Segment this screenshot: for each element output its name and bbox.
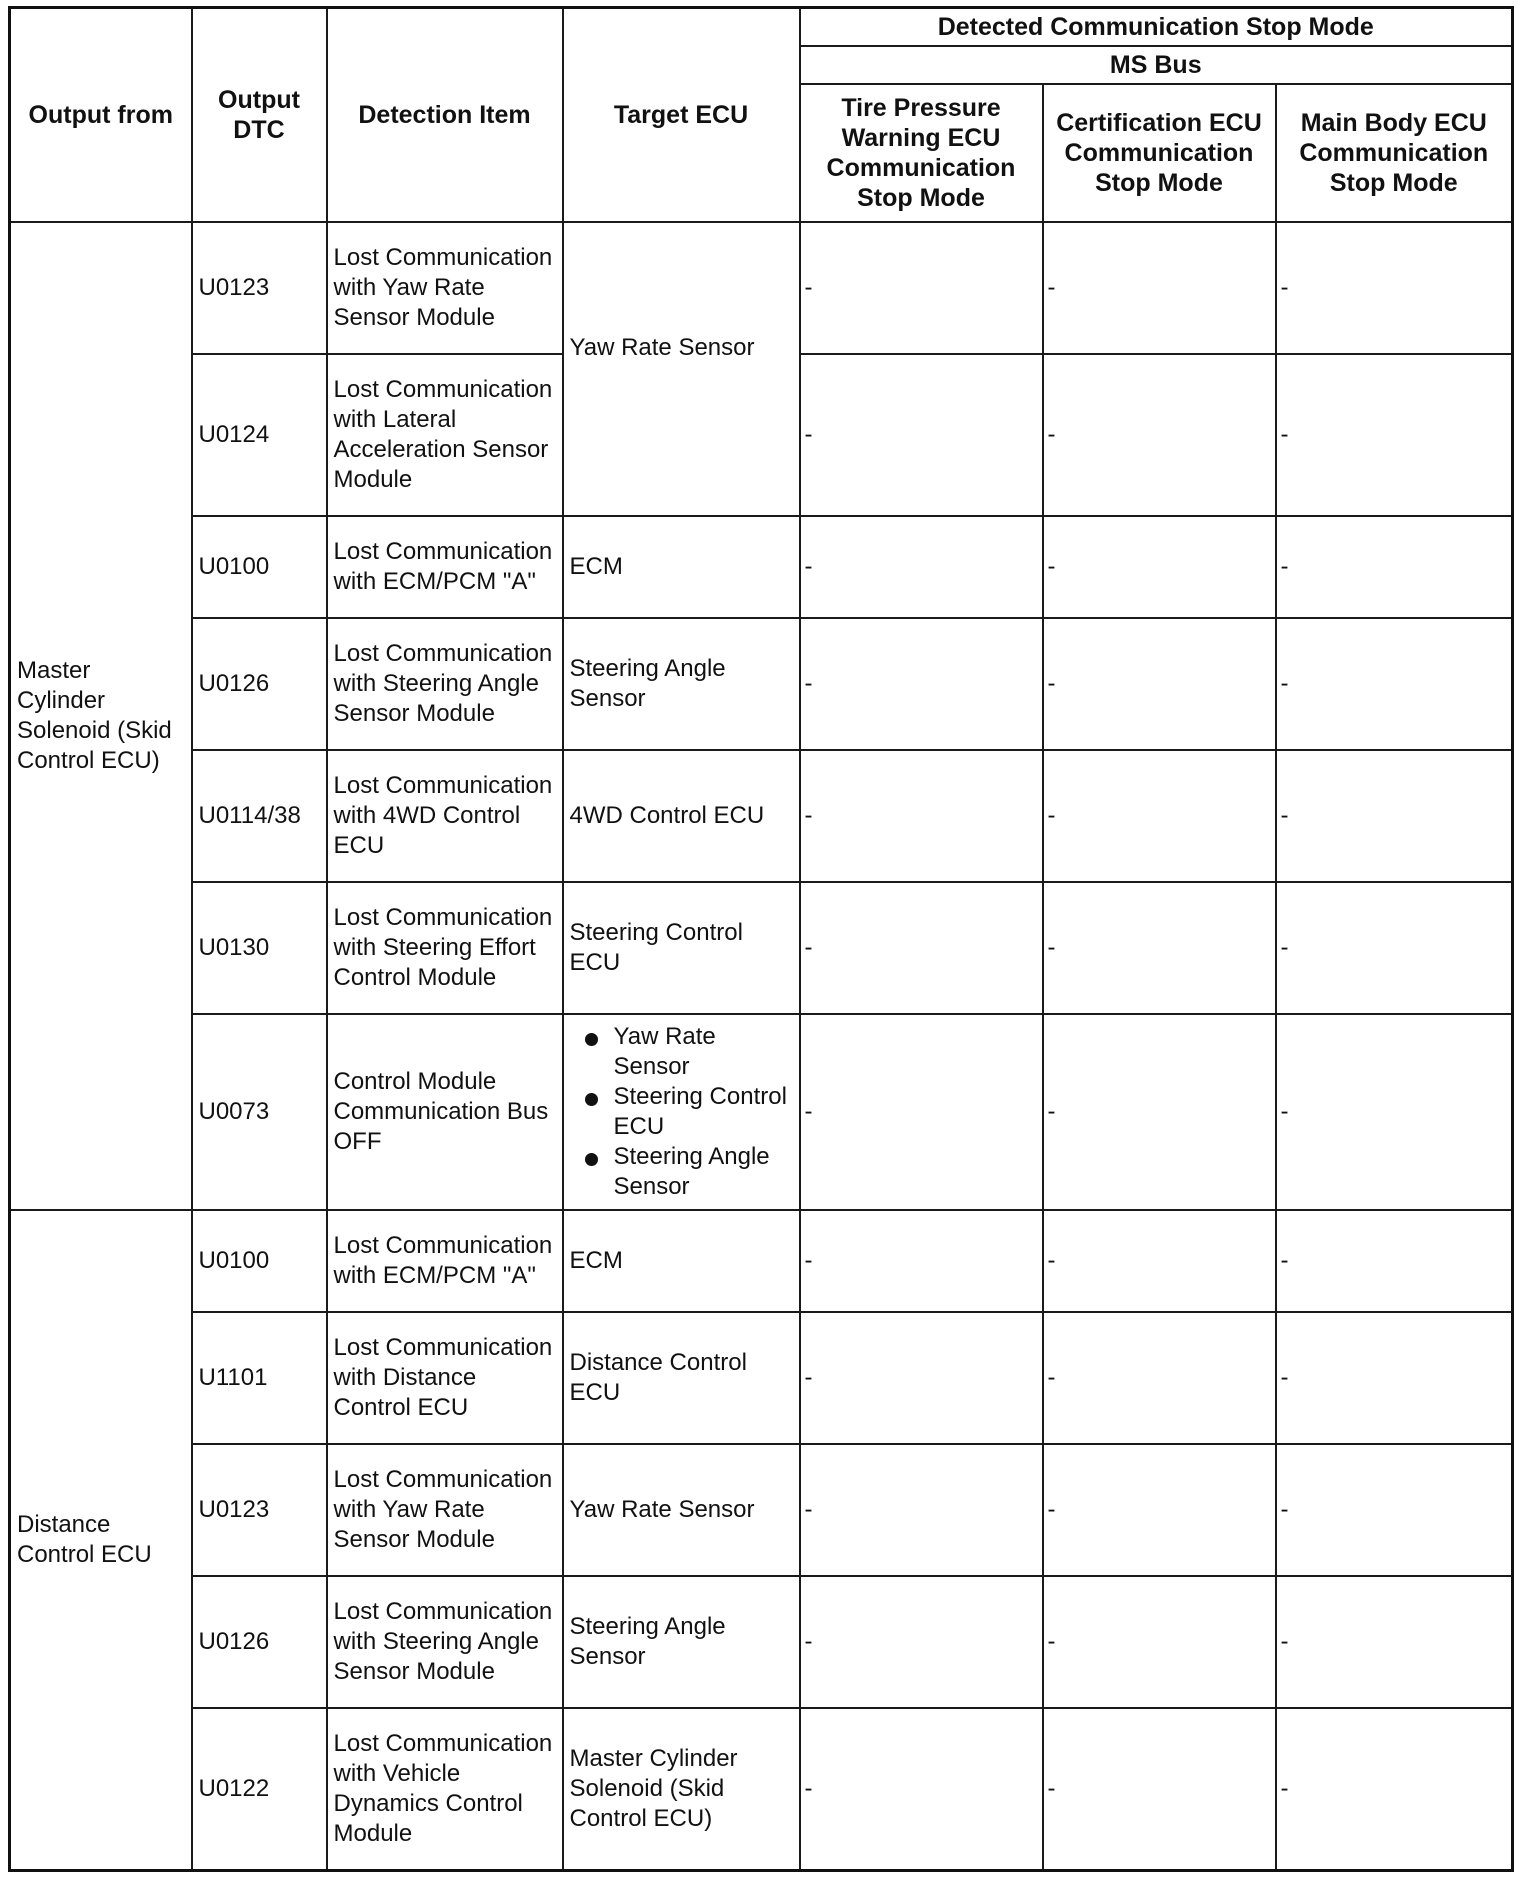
main-body-cell: -: [1276, 222, 1513, 354]
table-row: [10, 516, 1513, 618]
certification-cell: -: [1043, 618, 1276, 750]
tire-pressure-cell: -: [800, 222, 1043, 354]
header-ms-bus: MS Bus: [800, 46, 1513, 84]
list-item-label: Steering Angle Sensor: [613, 1143, 770, 1200]
tire-pressure-cell: -: [800, 750, 1043, 882]
bullet-icon: [585, 1033, 598, 1046]
dtc-cell: U0122: [192, 1708, 327, 1870]
detection-item-cell: Lost Communication with 4WD Control ECU: [327, 750, 563, 882]
list-item-label: Yaw Rate Sensor: [613, 1023, 716, 1080]
certification-cell: -: [1043, 354, 1276, 516]
bullet-icon: [585, 1153, 598, 1166]
detection-item-cell: Lost Communication with Vehicle Dynamics Control Module: [327, 1708, 563, 1870]
main-body-cell: -: [1276, 1014, 1513, 1210]
table-row: [10, 1210, 1513, 1312]
bullet-icon: [585, 1093, 598, 1106]
output-from-cell: Distance Control ECU: [10, 1210, 192, 1870]
target-ecu-list: [570, 1022, 793, 1202]
tire-pressure-cell: -: [800, 1014, 1043, 1210]
detection-item-cell: Lost Communication with Yaw Rate Sensor Module: [327, 222, 563, 354]
detection-item-cell: Lost Communication with Distance Control ECU: [327, 1312, 563, 1444]
tire-pressure-cell: -: [800, 1210, 1043, 1312]
main-body-cell: -: [1276, 750, 1513, 882]
table-row: [10, 1444, 1513, 1576]
tire-pressure-cell: -: [800, 1312, 1043, 1444]
certification-cell: -: [1043, 750, 1276, 882]
target-ecu-cell: Yaw Rate Sensor: [563, 1444, 800, 1576]
tire-pressure-cell: -: [800, 1576, 1043, 1708]
tire-pressure-cell: -: [800, 882, 1043, 1014]
detection-item-cell: Lost Communication with Steering Angle Sensor Module: [327, 1576, 563, 1708]
target-ecu-cell: ECM: [563, 1210, 800, 1312]
table-row: [10, 222, 1513, 354]
certification-cell: -: [1043, 1014, 1276, 1210]
header-detection-item: Detection Item: [327, 8, 563, 223]
certification-cell: -: [1043, 1444, 1276, 1576]
target-ecu-cell: Steering Control ECU: [563, 882, 800, 1014]
list-item: [614, 1022, 793, 1082]
header-tire-pressure: Tire Pressure Warning ECU Communication Stop Mode: [800, 84, 1043, 222]
table-row: [10, 1312, 1513, 1444]
main-body-cell: -: [1276, 1444, 1513, 1576]
table-row: [10, 618, 1513, 750]
header-certification: Certification ECU Communication Stop Mode: [1043, 84, 1276, 222]
target-ecu-list-cell: [563, 1014, 800, 1210]
certification-cell: -: [1043, 882, 1276, 1014]
header-main-body: Main Body ECU Communication Stop Mode: [1276, 84, 1513, 222]
list-item: [614, 1082, 793, 1142]
dtc-cell: U0126: [192, 1576, 327, 1708]
dtc-cell: U0124: [192, 354, 327, 516]
target-ecu-cell: Distance Control ECU: [563, 1312, 800, 1444]
output-from-cell: Master Cylinder Solenoid (Skid Control ECU): [10, 222, 192, 1210]
tire-pressure-cell: -: [800, 516, 1043, 618]
target-ecu-cell: 4WD Control ECU: [563, 750, 800, 882]
header-output-from: Output from: [10, 8, 192, 223]
table-row: [10, 1708, 1513, 1870]
table-row: [10, 750, 1513, 882]
certification-cell: -: [1043, 1312, 1276, 1444]
main-body-cell: -: [1276, 516, 1513, 618]
target-ecu-cell: ECM: [563, 516, 800, 618]
detection-item-cell: Lost Communication with ECM/PCM "A": [327, 1210, 563, 1312]
main-body-cell: -: [1276, 1210, 1513, 1312]
main-body-cell: -: [1276, 1708, 1513, 1870]
tire-pressure-cell: -: [800, 1444, 1043, 1576]
dtc-cell: U0123: [192, 222, 327, 354]
target-ecu-cell: Steering Angle Sensor: [563, 1576, 800, 1708]
dtc-cell: U0100: [192, 516, 327, 618]
detection-item-cell: Lost Communication with Lateral Acceleration Sensor Module: [327, 354, 563, 516]
detection-item-cell: Lost Communication with Yaw Rate Sensor Module: [327, 1444, 563, 1576]
certification-cell: -: [1043, 222, 1276, 354]
dtc-cell: U0100: [192, 1210, 327, 1312]
target-ecu-cell: Master Cylinder Solenoid (Skid Control ECU): [563, 1708, 800, 1870]
tire-pressure-cell: -: [800, 1708, 1043, 1870]
main-body-cell: -: [1276, 618, 1513, 750]
certification-cell: -: [1043, 1210, 1276, 1312]
certification-cell: -: [1043, 1708, 1276, 1870]
target-ecu-cell: Yaw Rate Sensor: [563, 222, 800, 516]
main-body-cell: -: [1276, 1312, 1513, 1444]
detection-item-cell: Lost Communication with ECM/PCM "A": [327, 516, 563, 618]
dtc-communication-table: [8, 6, 1514, 1872]
certification-cell: -: [1043, 516, 1276, 618]
header-output-dtc: Output DTC: [192, 8, 327, 223]
dtc-cell: U0126: [192, 618, 327, 750]
header-detected-mode: Detected Communication Stop Mode: [800, 8, 1513, 47]
tire-pressure-cell: -: [800, 618, 1043, 750]
main-body-cell: -: [1276, 882, 1513, 1014]
detection-item-cell: Lost Communication with Steering Angle Sensor Module: [327, 618, 563, 750]
table-row: [10, 1576, 1513, 1708]
detection-item-cell: Lost Communication with Steering Effort Control Module: [327, 882, 563, 1014]
dtc-cell: U0123: [192, 1444, 327, 1576]
dtc-cell: U0073: [192, 1014, 327, 1210]
dtc-cell: U0130: [192, 882, 327, 1014]
dtc-cell: U0114/38: [192, 750, 327, 882]
table-row: [10, 1014, 1513, 1210]
main-body-cell: -: [1276, 354, 1513, 516]
table-row: [10, 882, 1513, 1014]
list-item-label: Steering Control ECU: [613, 1083, 787, 1140]
target-ecu-cell: Steering Angle Sensor: [563, 618, 800, 750]
main-body-cell: -: [1276, 1576, 1513, 1708]
detection-item-cell: Control Module Communication Bus OFF: [327, 1014, 563, 1210]
list-item: [614, 1142, 793, 1202]
certification-cell: -: [1043, 1576, 1276, 1708]
header-target-ecu: Target ECU: [563, 8, 800, 223]
dtc-cell: U1101: [192, 1312, 327, 1444]
tire-pressure-cell: -: [800, 354, 1043, 516]
